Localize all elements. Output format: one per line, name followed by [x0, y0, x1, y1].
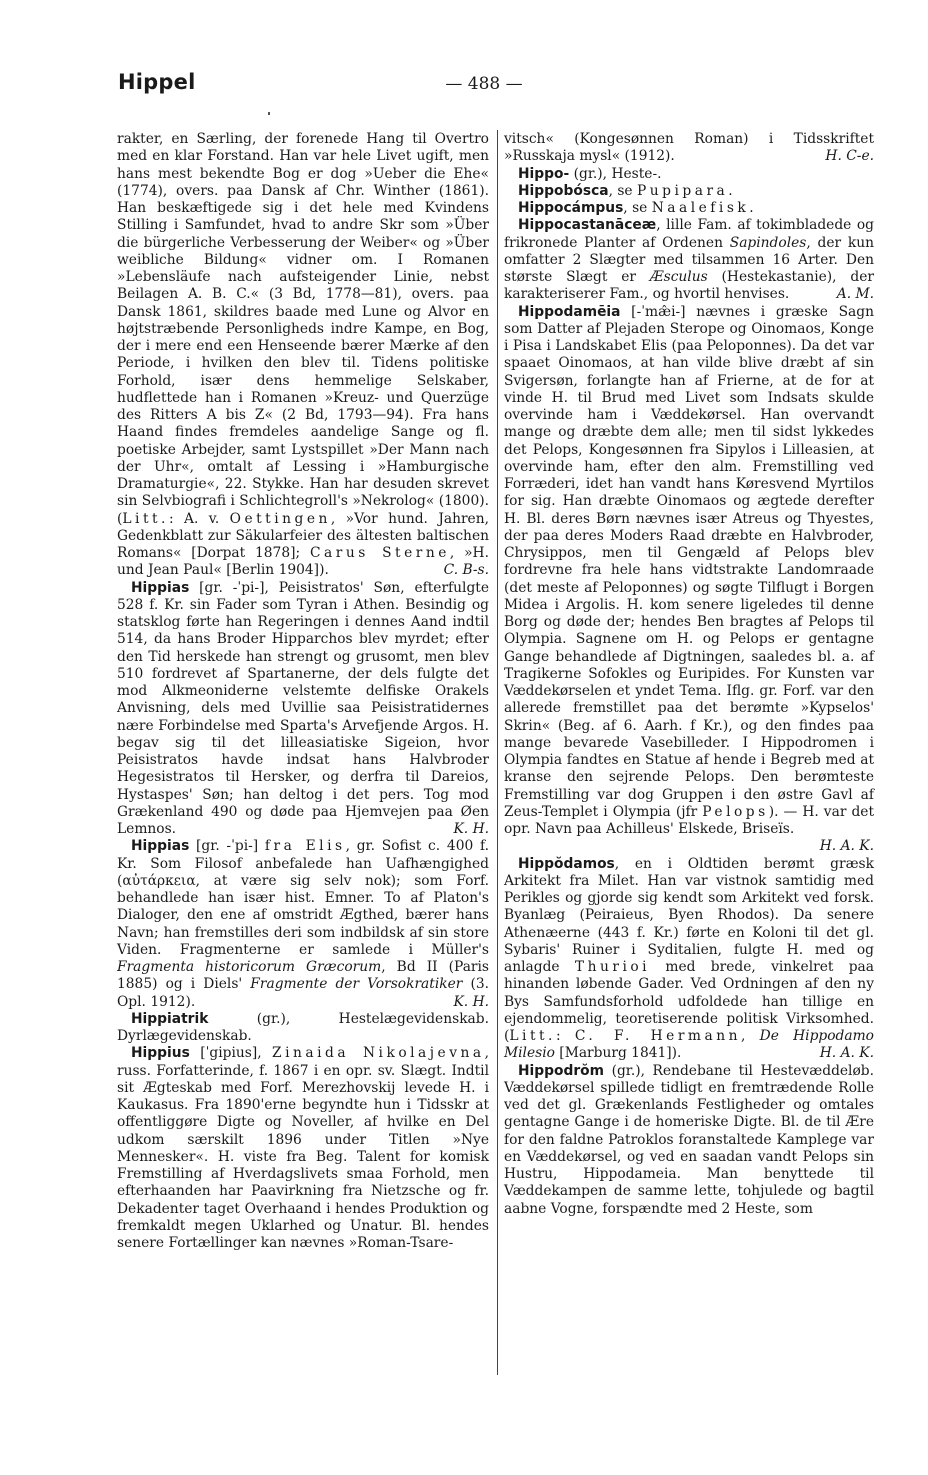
- book-title: Fragmente der Vorsokratiker: [250, 976, 463, 993]
- entry-text: , en i Oldtiden berømt græsk Arkitekt fra Milet. Han var vistnok samtidig med Perikles og gjorde sig kendt som Arkitekt ved forsk. Byanlæg (Peiraieus, Byen Rhodos). Da senere Athenæerne (443 f. Kr.) førte en Koloni til det gl. Sybaris' Ruiner i Syditalien, fulgte H. med og anlagde: [504, 855, 874, 975]
- entry-text: , gr. Sofist c. 400 f. Kr. Som Filosof anbefalede han Uafhængighed (αὐτάρκεια, at være sig selv nok); som Forf. behandlede han især hist. Emner. To af Platon's Dialoger, den ene af omstridt Ægthed, bærer hans Navn; han fremstilles deri som indbildsk af sin store Viden. Fragmenterne er samlede i Müller's: [117, 838, 489, 958]
- entry-text: [Marburg 1841]).: [554, 1045, 682, 1062]
- author-name: C. F. Hermann: [574, 1028, 741, 1044]
- entry-hippobosca: [504, 183, 874, 200]
- entry-hippias-1: [117, 580, 489, 839]
- entry-text: [ˈgipius],: [189, 1045, 272, 1062]
- entry-text: : A. v.: [168, 510, 230, 527]
- entry-text: (gr.), Hestelægevidenskab. Dyrlægevidenskab.: [117, 1010, 489, 1044]
- entry-hippocastanaceae: [504, 217, 874, 303]
- entry-hippias-2: [117, 838, 489, 1011]
- entry-text: , Bd II (Paris 1885) og i Diels': [117, 959, 490, 993]
- cross-reference: Pupipara: [636, 182, 729, 199]
- entry-hippodameia: [504, 304, 874, 839]
- taxon-name: Æsculus: [649, 269, 708, 285]
- author-signature: K. H.: [453, 821, 489, 837]
- entry-text: .: [749, 200, 754, 216]
- entry-text: ). — H. var det opr. Navn paa Achilleus' Elskede, Briseïs.: [504, 803, 875, 837]
- entry-text: , »H. und Jean Paul« [Berlin 1904]).: [117, 545, 489, 579]
- entry-text: , der kun omfatter 2 Slægter med tilsammen 16 Arter. Den største Slægt er: [504, 234, 874, 285]
- author-name: Carus Sterne: [309, 545, 450, 561]
- entry-text: (3. Opl. 1912).: [117, 976, 490, 1010]
- entry-text: vitsch« (Kongesønnen Roman) i Tidsskriftet »Russkaja mysl« (1912).: [504, 131, 874, 165]
- entry-hippocampus: [504, 200, 874, 217]
- entry-headword: Hippius: [131, 1045, 190, 1062]
- spaced-name: Zinaida Nikolajevna: [272, 1045, 485, 1062]
- author-signature: H. C-e.: [825, 148, 874, 165]
- entry-text: , se: [623, 200, 652, 216]
- entry-text: rakter, en Særling, der forenede Hang til Overtro med en klar Forstand. Han var hele Livet ugift, men hans mest bekendte Bog er dog »Ueber die Ehe« (1774), overs. paa Dansk af Chr. Winther (1861). Han beskæftigede sig i det hele med Kvindens Stilling i Samfundet, hvad to andre Skr som »Über die bürgerliche Verbesserung der Weiber« og »Über weibliche Bildung« vidner om. I Romanen »Lebensläufe nach aufsteigender Linie, nebst Beilagen A. B. C.« (3 Bd, 1778—81), overs. paa Dansk 1861, skildres baade med Lune og Alvor en højtstræbende Personligheds indre Kampe, en Bog, der i mere end een Henseende bærer Mærke af den Periode, i hvilken den blev til. Tidens politiske Forhold, især dens hemmelige Selskaber, hudflettede han i Romanen »Kreuz- und Querzüge des Ritters A bis Z« (2 Bd, 1793—94). Fra hans Haand findes fremdeles aandelige Sange og fl. poetiske Arbejder, samt Lystspillet »Der Mann nach der Uhr«, omtalt af Lessing i »Hamburgische Dramaturgie«, 22. Stykke. Han har desuden skrevet sin Selvbiografi i Schlichtegroll's »Nekrolog« (1800). (: [117, 131, 489, 527]
- entry-text: [-ˈmæ̂i-] nævnes i græske Sagn som Datter af Plejaden Sterope og Oinomaos, Konge i Pisa i Landskabet Elis (paa Peloponnes). Da det var spaaet Oinomaos, at han vilde blive dræbt af sin Svigersøn, forlangte han af Frierne, at de for at vinde H. til Brud med Livet som Indsats skulde overvinde ham i Væddekørsel. Han overvandt mange og dræbte dem alle; men til sidst lykkedes det Pelops, Kongesønnen fra Sipylos i Lilleasien, at overvinde ham, efter den alm. Fremstilling ved Forræderi, idet han vandt hans Køresvend Myrtilos for sig. Han dræbte Oinomaos og ægtede derefter H. Bl. deres Børn nævnes især Atreus og Thyestes, der paa deres Moders Raad dræbte en Halvbroder, Chrysippos, men til Gengæld af Pelops blev fordrevne fra hele hans vidtstrakte Landomraade (det meste af Peloponnes) og søgte Tilflugt i Borgen Midea i Argolis. H. kom senere ligeledes til denne Borg og døde der; hendes Ben bragtes af Pelops til Olympia. Sagnene om H. og Pelops er gentagne Gange behandlede af Digtningen, saaledes bl. a. af Tragikerne Sofokles og Euripides. For Kunsten var Væddekørselen et yndet Tema. Iflg. gr. Forf. var den allerede fremstillet paa det berømte »Kypselos' Skrin« (Beg. af 6. Aarh. f Kr.), og den findes paa mange bevarede Vasebilleder. I Hippodromen i Olympia fandtes en Statue af hende i Begreb med at kranse den sejrende Pelops. Den berømteste Fremstilling var dog Gruppen i den østre Gavl af Zeus-Templet i Olympia (jfr: [504, 303, 874, 820]
- entry-hippodamos: [504, 856, 874, 1063]
- literature-label: Litt.: [122, 510, 169, 527]
- entry-text: , »Vor hund. Jahren, Gedenkblatt zur Säkularfeier des ältesten baltischen Romans« [Dorpat 1878];: [117, 510, 489, 561]
- entry-headword: Hippias: [131, 838, 190, 855]
- entry-text: (gr.), Heste-.: [569, 165, 662, 182]
- spaced-name: Thurioi: [574, 959, 651, 975]
- entry-headword: Hippiatrik: [131, 1010, 209, 1027]
- author-signature: H. A. K.: [819, 838, 874, 855]
- entry-text: .: [728, 182, 733, 199]
- cross-reference: Pelops: [702, 803, 769, 820]
- author-signature: C. B-s.: [443, 562, 489, 579]
- entry-text: [gr. -ˈpi-], Peisistratos' Søn, efterfulgte 528 f. Kr. sin Fader som Tyran i Athen. Besindig og statsklog førte han Regeringen i dennes Aand indtil 514, da hans Broder Hipparchos blev myrdet; efter den Tid herskede han strengt og grusomt, men blev 510 fordrevet af Spartanerne, der dels fulgte det mod Alkmeoniderne velstemte delfiske Orakels Anvisning, dels med Uvillie saa Peisistratidernes nære Forbindelse med Sparta's Arvefjende Argos. H. begav sig til det lilleasiatiske Sigeion, hvor Peisistratos havde indsat hans Halvbroder Hegesistratos til Hersker, og derfra til Dareios, Hystaspes' Søn; han deltog i det pers. Tog mod Grækenland 490 og døde paa Hjemvejen paa Øen Lemnos.: [117, 579, 489, 837]
- entry-text: :: [555, 1028, 575, 1044]
- entry-headword: Hippocámpus: [518, 200, 624, 216]
- left-column: [117, 131, 489, 1252]
- entry-headword: Hippocastanāceæ: [518, 217, 657, 234]
- print-speck: [268, 112, 270, 115]
- entry-hippiatrik: [117, 1011, 489, 1046]
- entry-text: , se: [608, 182, 637, 199]
- entry-headword: Hippodamēia: [518, 303, 621, 320]
- right-column: [504, 131, 874, 1218]
- entry-hippius-continued: [504, 131, 874, 166]
- entry-headword: Hippobósca: [518, 182, 609, 199]
- page-number: — 488 —: [445, 74, 523, 94]
- column-divider: [497, 130, 498, 1375]
- entry-text: ,: [741, 1028, 760, 1044]
- author-signature-line: [504, 838, 874, 855]
- entry-text: (Hestekastanie), der karakteriserer Fam., og hvortil henvises.: [504, 269, 874, 303]
- entry-hippius: [117, 1045, 489, 1252]
- book-title: De Hippodamo Milesio: [504, 1028, 874, 1062]
- entry-hippo: [504, 166, 874, 183]
- literature-label: Litt.: [509, 1028, 556, 1044]
- entry-headword: Hippias: [131, 579, 190, 596]
- entry-text: , russ. Forfatterinde, f. 1867 i en opr. sv. Slægt. Indtil sit Ægteskab med Forf. Merezhovskij levede H. i Kaukasus. Fra 1890'erne begyndte hun i Tidsskr at offentliggøre Digte og Noveller, af hvilke en Del udkom særskilt 1896 under Titlen »Nye Mennesker«. H. viste fra Beg. Talent for komisk Fremstilling af Hverdagslivets smaa Forhold, men efterhaanden har Paavirkning fra Nietzsche og fr. Dekadenter taget Overhaand i hendes Produktion og fremkaldt megen Uklarhed og Unatur. Bl. hendes senere Fortællinger kan nævnes »Roman-Tsare-: [117, 1045, 490, 1251]
- running-headword: Hippel: [118, 70, 196, 94]
- author-signature: H. A. K.: [819, 1045, 874, 1062]
- entry-text: med brede, vinkelret paa hinanden løbende Gader. Ved Ordningen af den ny Bys Samfundsforhold udfoldede han tillige en ejendommelig, teoretiserende politisk Virksomhed. (: [504, 959, 874, 1044]
- spaced-name: fra Elis: [264, 838, 346, 855]
- entry-headword: Hippŏdamos: [518, 855, 615, 872]
- entry-text: (gr.), Rendebane til Hestevæddeløb. Væddekørsel spillede tidligt en fremtrædende Rolle ved det gl. Grækenlands Festligheder og omtales gentagne Gange i de homeriske Digte. Bl. de til Ære for den faldne Patroklos foranstaltede Kamplege var en Væddekørsel, og ved en saadan vandt Pelops sin Hustru, Hippodameia. Man benyttede til Væddekampen de samme lette, tohjulede og bagtil aabne Vogne, forspændte med 2 Heste, som: [504, 1062, 874, 1217]
- author-signature: A. M.: [836, 286, 874, 303]
- entry-headword: Hippo-: [518, 165, 570, 182]
- taxon-name: Sapindoles: [729, 234, 807, 251]
- book-title: Fragmenta historicorum Græcorum: [117, 959, 382, 975]
- cross-reference: Naalefisk: [651, 200, 750, 216]
- entry-text: [gr. -ˈpi-]: [189, 838, 265, 855]
- author-signature: K. H.: [453, 993, 489, 1010]
- entry-hippodrom: [504, 1063, 874, 1218]
- entry-headword: Hippodrŏm: [518, 1062, 605, 1079]
- entry-text: , lille Fam. af tokimbladede og frikronede Planter af Ordenen: [504, 217, 874, 251]
- entry-hippel-continued: [117, 131, 489, 580]
- author-name: Oettingen: [229, 510, 331, 527]
